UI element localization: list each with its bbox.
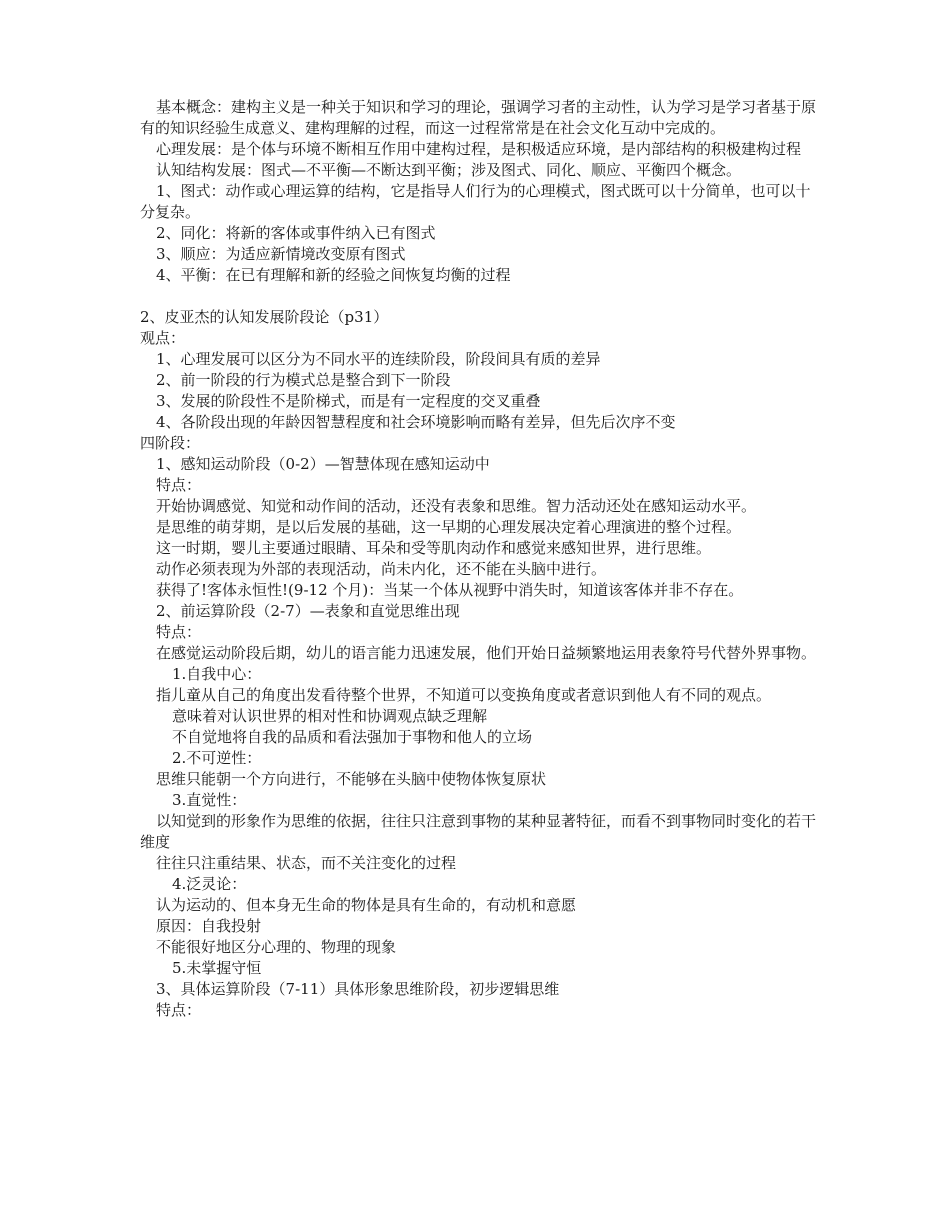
view-item: 3、发展的阶段性不是阶梯式，而是有一定程度的交叉重叠 [156,392,541,410]
animism-desc: 认为运动的、但本身无生命的物体是具有生命的，有动机和意愿 [156,896,577,914]
stages-label: 四阶段： [140,434,201,452]
cognitive-structure-paragraph: 认知结构发展：图式—不平衡—不断达到平衡；涉及图式、同化、顺应、平衡四个概念。 [156,161,742,179]
view-item: 2、前一阶段的行为模式总是整合到下一阶段 [156,371,451,389]
irreversible-desc: 思维只能朝一个方向进行，不能够在头脑中使物体恢复原状 [156,770,547,788]
intuitive-desc: 以知觉到的形象作为思维的依据，往往只注意到事物的某种显著特征，而看不到事物同时变化的若干维度 [140,812,817,851]
paragraph-gap [140,286,820,307]
concept-item: 4、平衡：在已有理解和新的经验之间恢复均衡的过程 [156,266,511,284]
basic-concept-paragraph: 基本概念：建构主义是一种关于知识和学习的理论，强调学习者的主动性，认为学习是学习者基于原有的知识经验生成意义、建构理解的过程，而这一过程常常是在社会文化互动中完成的。 [140,98,817,137]
egocentric-sub: 意味着对认识世界的相对性和协调观点缺乏理解 [172,707,488,725]
stage3-title: 3、具体运算阶段（7-11）具体形象思维阶段，初步逻辑思维 [156,980,560,998]
irreversible-heading: 2.不可逆性： [172,749,262,767]
animism-heading: 4.泛灵论： [172,875,247,893]
stage1-line: 这一时期，婴儿主要通过眼睛、耳朵和受等肌肉动作和感觉来感知世界，进行思维。 [156,539,712,557]
concept-item: 1、图式：动作或心理运算的结构，它是指导人们行为的心理模式，图式既可以十分简单，也可以十分复杂。 [140,182,811,221]
stage1-features-label: 特点： [156,476,202,494]
stage1-line: 开始协调感觉、知觉和动作间的活动，还没有表象和思维。智力活动还处在感知运动水平。 [156,497,757,515]
stage2-intro: 在感觉运动阶段后期，幼儿的语言能力迅速发展，他们开始日益频繁地运用表象符号代替外界事物。 [156,644,817,662]
stage3-features-label: 特点： [156,1001,202,1019]
stage1-line: 是思维的萌芽期，是以后发展的基础，这一早期的心理发展决定着心理演进的整个过程。 [156,518,742,536]
animism-reason: 原因：自我投射 [156,917,262,935]
view-item: 4、各阶段出现的年龄因智慧程度和社会环境影响而略有差异，但先后次序不变 [156,413,676,431]
stage2-features-label: 特点： [156,623,202,641]
psych-development-paragraph: 心理发展：是个体与环境不断相互作用中建构过程，是积极适应环境，是内部结构的积极建构过程 [156,140,802,158]
view-item: 1、心理发展可以区分为不同水平的连续阶段，阶段间具有质的差异 [156,350,601,368]
concept-item: 3、顺应：为适应新情境改变原有图式 [156,245,406,263]
document-body [140,97,820,1021]
stage1-line: 获得了!客体永恒性!(9-12 个月)：当某一个体从视野中消失时，知道该客体并非不存在。 [156,581,744,599]
egocentric-heading: 1.自我中心： [172,665,262,683]
stage1-title: 1、感知运动阶段（0-2）—智慧体现在感知运动中 [156,455,490,473]
concept-item: 2、同化：将新的客体或事件纳入已有图式 [156,224,436,242]
section-title: 2、皮亚杰的认知发展阶段论（p31） [140,308,389,326]
egocentric-sub: 不自觉地将自我的品质和看法强加于事物和他人的立场 [172,728,533,746]
stage1-line: 动作必须表现为外部的表现活动，尚未内化，还不能在头脑中进行。 [156,560,607,578]
stage2-title: 2、前运算阶段（2-7）—表象和直觉思维出现 [156,602,460,620]
egocentric-desc: 指儿童从自己的角度出发看待整个世界，不知道可以变换角度或者意识到他人有不同的观点。 [156,686,772,704]
conservation-heading: 5.未掌握守恒 [172,959,262,977]
views-label: 观点： [140,329,186,347]
animism-note: 不能很好地区分心理的、物理的现象 [156,938,397,956]
intuitive-sub: 往往只注重结果、状态，而不关注变化的过程 [156,854,457,872]
intuitive-heading: 3.直觉性： [172,791,247,809]
